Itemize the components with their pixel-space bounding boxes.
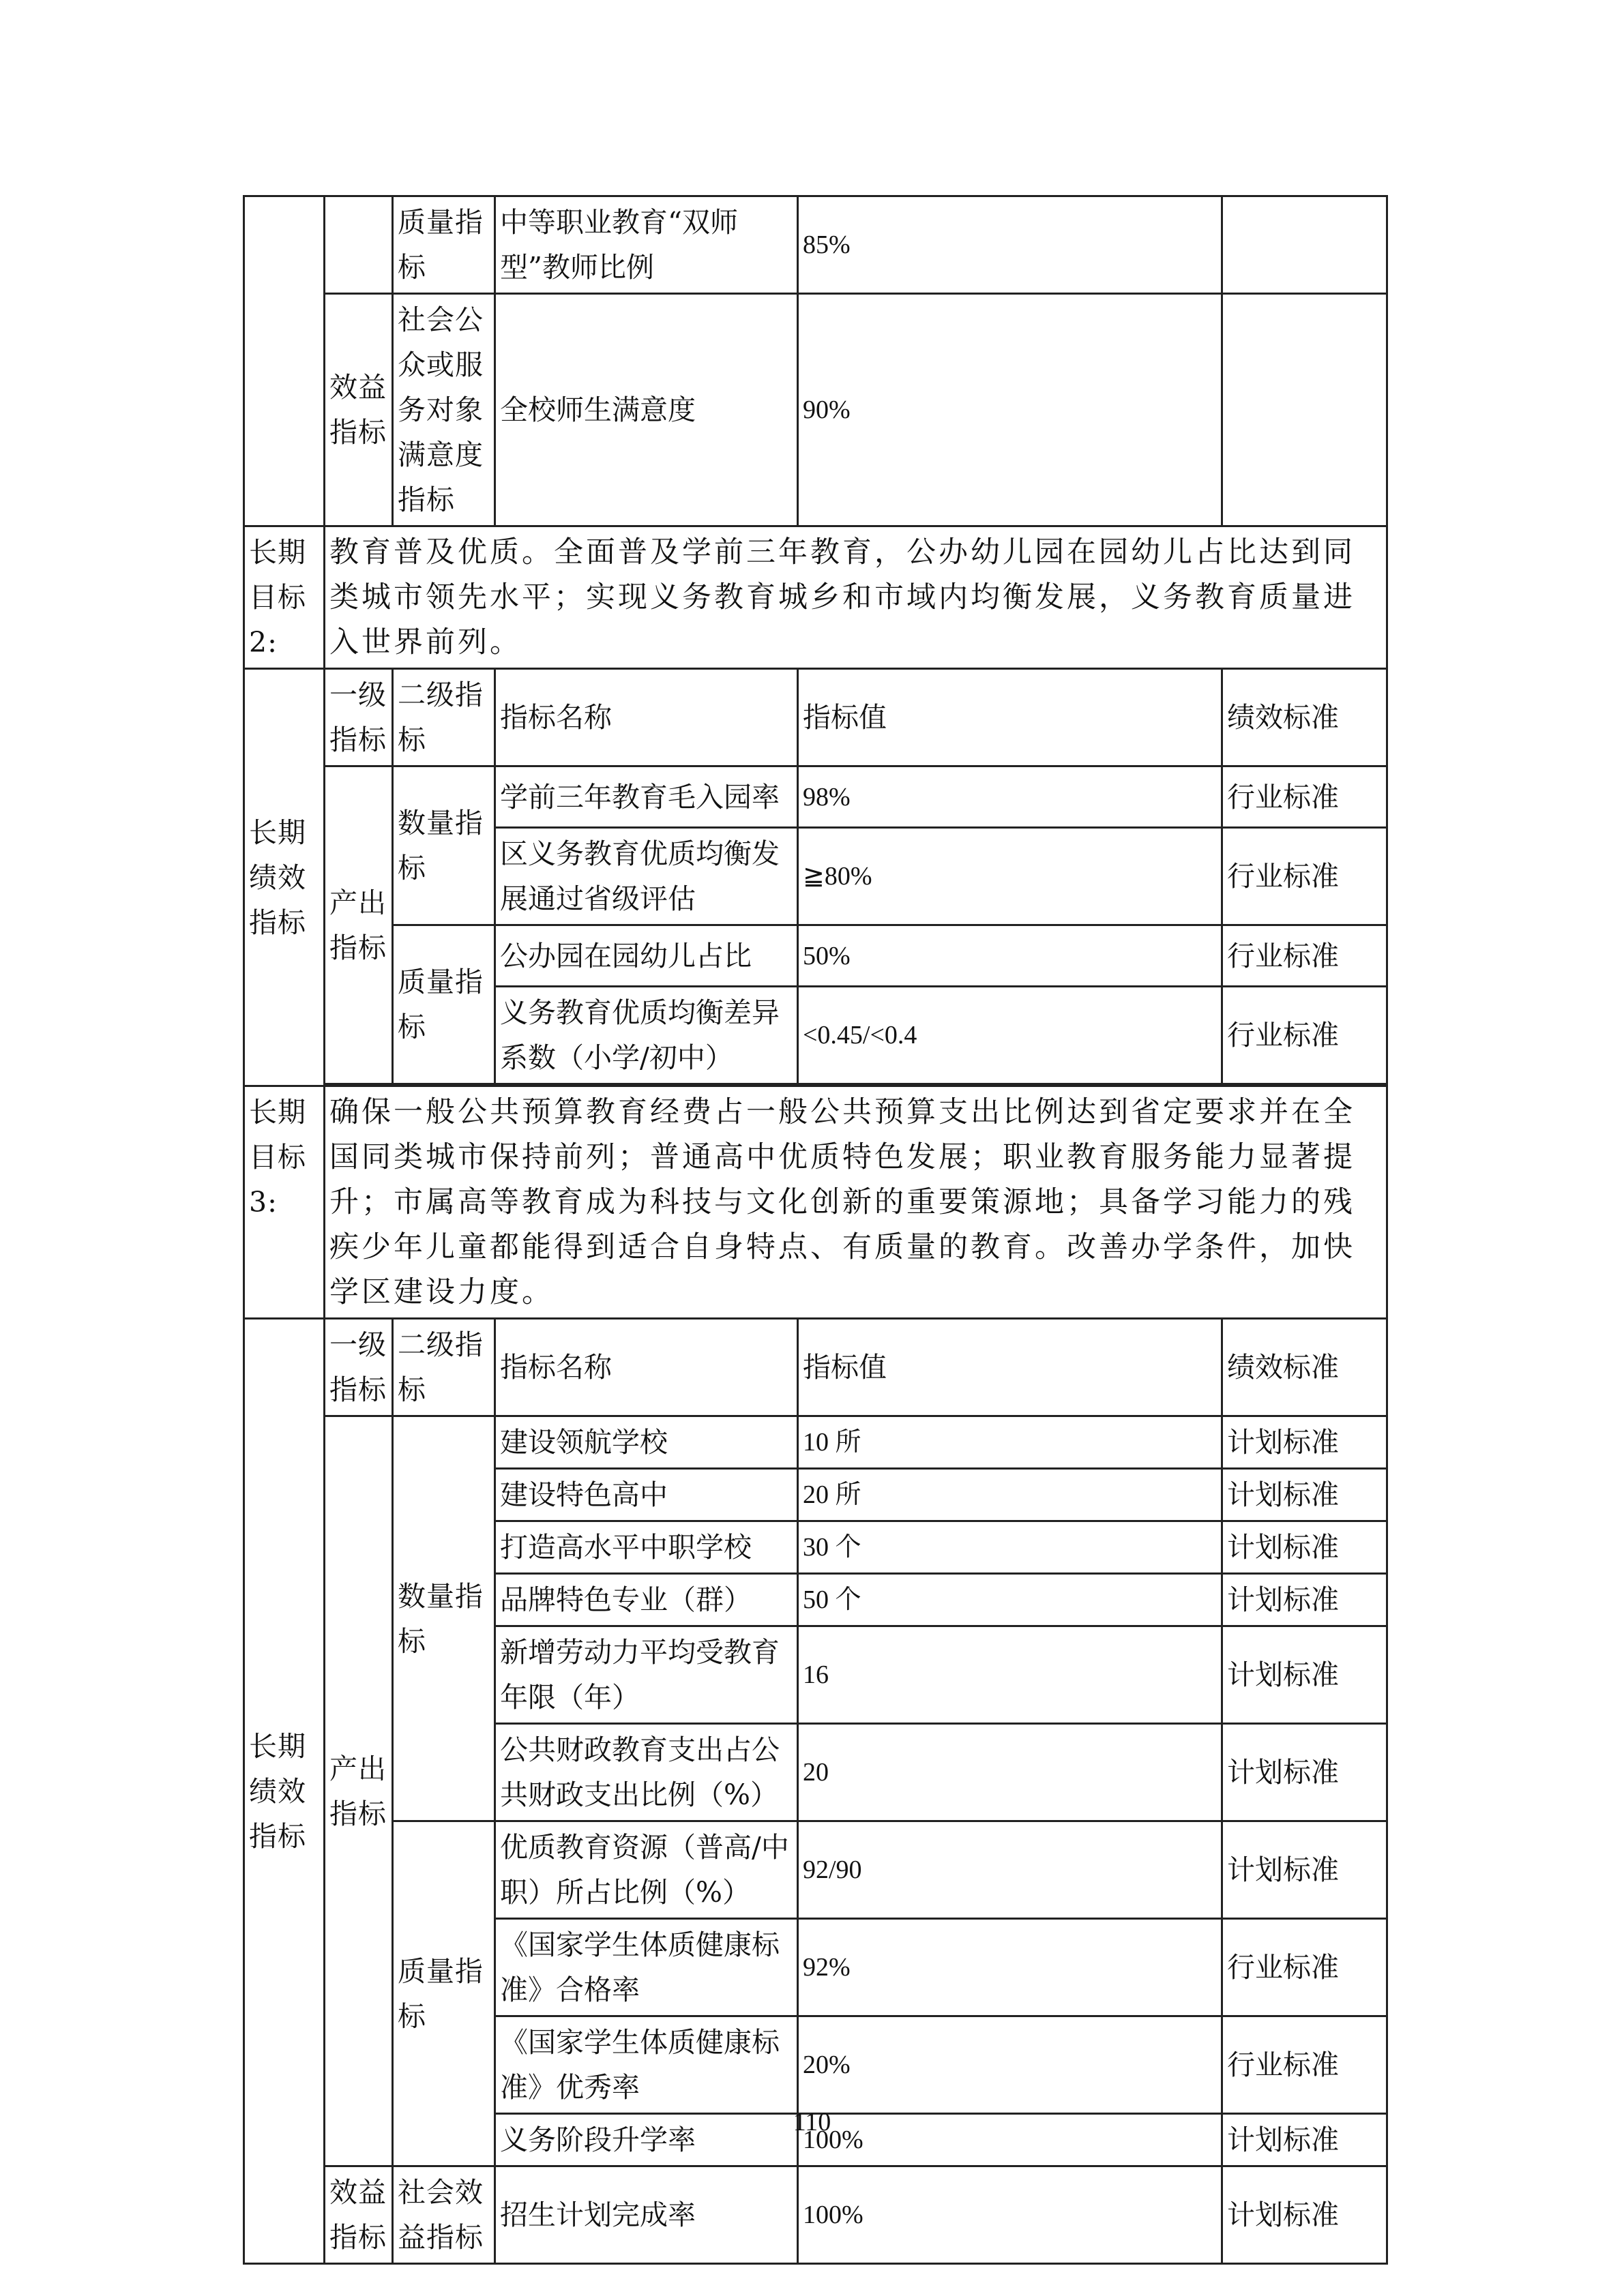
goal-text: 教育普及优质。全面普及学前三年教育，公办幼儿园在园幼儿占比达到同类城市领先水平；实现义务教育城乡和市域内均衡发展，义务教育质量进入世界前列。	[325, 526, 1387, 669]
header-level1: 一级指标	[325, 1319, 393, 1416]
table-row	[244, 925, 1387, 987]
goal-row	[244, 1086, 1387, 1319]
goal-label: 长期目标2:	[244, 526, 325, 669]
performance-standard: 行业标准	[1222, 925, 1387, 987]
header-value: 指标值	[798, 669, 1222, 766]
performance-standard	[1222, 294, 1387, 526]
indicator-name: 建设领航学校	[495, 1416, 798, 1469]
performance-indicator-table	[243, 195, 1388, 2265]
indicator-name: 新增劳动力平均受教育年限（年）	[495, 1626, 798, 1724]
performance-standard: 计划标准	[1222, 1821, 1387, 1919]
table-row	[244, 1416, 1387, 1469]
level2-label: 质量指标	[393, 1821, 495, 2166]
performance-standard: 计划标准	[1222, 2114, 1387, 2166]
performance-standard: 行业标准	[1222, 1919, 1387, 2016]
indicator-value: ≧80%	[798, 828, 1222, 925]
level1-label: 产出指标	[325, 1416, 393, 2166]
goal-row	[244, 526, 1387, 669]
indicator-name: 义务教育优质均衡差异系数（小学/初中）	[495, 987, 798, 1084]
header-level2: 二级指标	[393, 669, 495, 766]
indicator-value: 92/90	[798, 1821, 1222, 1919]
indicator-value: 20	[798, 1724, 1222, 1821]
table-header-row	[244, 669, 1387, 766]
goal-label: 长期目标3:	[244, 1086, 325, 1319]
indicator-name: 区义务教育优质均衡发展通过省级评估	[495, 828, 798, 925]
table-row	[244, 196, 1387, 294]
header-name: 指标名称	[495, 669, 798, 766]
table-header-row	[244, 1319, 1387, 1416]
block-label: 长期绩效指标	[244, 669, 325, 1086]
indicator-name: 《国家学生体质健康标准》优秀率	[495, 2016, 798, 2114]
header-standard: 绩效标准	[1222, 1319, 1387, 1416]
indicator-name: 中等职业教育“双师型”教师比例	[495, 196, 798, 294]
indicator-value: 98%	[798, 766, 1222, 828]
indicator-value: 92%	[798, 1919, 1222, 2016]
level2-label: 社会公众或服务对象满意度指标	[393, 294, 495, 526]
goal-text: 确保一般公共预算教育经费占一般公共预算支出比例达到省定要求并在全国同类城市保持前列；普通高中优质特色发展；职业教育服务能力显著提升；市属高等教育成为科技与文化创新的重要策源地；具备学习能力的残疾少年儿童都能得到适合自身特点、有质量的教育。改善办学条件，加快学区建设力度。	[325, 1086, 1387, 1319]
block-label: 长期绩效指标	[244, 1319, 325, 2264]
indicator-name: 公共财政教育支出占公共财政支出比例（%）	[495, 1724, 798, 1821]
indicator-name: 义务阶段升学率	[495, 2114, 798, 2166]
indicator-value: 10 所	[798, 1416, 1222, 1469]
page-number: 110	[793, 2108, 831, 2136]
indicator-name: 品牌特色专业（群）	[495, 1574, 798, 1626]
performance-standard: 计划标准	[1222, 2166, 1387, 2264]
level2-label: 质量指标	[393, 925, 495, 1084]
level1-label: 产出指标	[325, 766, 393, 1084]
indicator-value: 30 个	[798, 1521, 1222, 1574]
header-standard: 绩效标准	[1222, 669, 1387, 766]
performance-standard: 计划标准	[1222, 1724, 1387, 1821]
performance-standard: 计划标准	[1222, 1416, 1387, 1469]
table-row	[244, 766, 1387, 828]
level1-label: 效益指标	[325, 2166, 393, 2264]
performance-standard: 行业标准	[1222, 828, 1387, 925]
indicator-value: 50 个	[798, 1574, 1222, 1626]
indicator-value: 100%	[798, 2166, 1222, 2264]
level2-label: 数量指标	[393, 766, 495, 925]
indicator-name: 全校师生满意度	[495, 294, 798, 526]
level2-label: 社会效益指标	[393, 2166, 495, 2264]
indicator-value: <0.45/<0.4	[798, 987, 1222, 1084]
indicator-name: 优质教育资源（普高/中职）所占比例（%）	[495, 1821, 798, 1919]
indicator-value: 50%	[798, 925, 1222, 987]
performance-standard: 行业标准	[1222, 766, 1387, 828]
indicator-name: 打造高水平中职学校	[495, 1521, 798, 1574]
level1-label: 效益指标	[325, 294, 393, 526]
header-name: 指标名称	[495, 1319, 798, 1416]
performance-standard: 行业标准	[1222, 987, 1387, 1084]
indicator-name: 《国家学生体质健康标准》合格率	[495, 1919, 798, 2016]
performance-standard: 行业标准	[1222, 2016, 1387, 2114]
indicator-name: 公办园在园幼儿占比	[495, 925, 798, 987]
table-row	[244, 1821, 1387, 1919]
indicator-value: 100%	[798, 2114, 1222, 2166]
performance-standard: 计划标准	[1222, 1469, 1387, 1521]
level2-label: 质量指标	[393, 196, 495, 294]
header-value: 指标值	[798, 1319, 1222, 1416]
table-row	[244, 2166, 1387, 2264]
empty-cell	[325, 196, 393, 294]
performance-standard: 计划标准	[1222, 1574, 1387, 1626]
level2-label: 数量指标	[393, 1416, 495, 1821]
indicator-value: 90%	[798, 294, 1222, 526]
indicator-name: 学前三年教育毛入园率	[495, 766, 798, 828]
header-level1: 一级指标	[325, 669, 393, 766]
indicator-value: 85%	[798, 196, 1222, 294]
table-row	[244, 294, 1387, 526]
indicator-name: 建设特色高中	[495, 1469, 798, 1521]
indicator-value: 16	[798, 1626, 1222, 1724]
indicator-value: 20 所	[798, 1469, 1222, 1521]
indicator-value: 20%	[798, 2016, 1222, 2114]
performance-standard: 计划标准	[1222, 1521, 1387, 1574]
header-level2: 二级指标	[393, 1319, 495, 1416]
empty-cell	[244, 196, 325, 526]
performance-standard: 计划标准	[1222, 1626, 1387, 1724]
performance-standard	[1222, 196, 1387, 294]
indicator-name: 招生计划完成率	[495, 2166, 798, 2264]
